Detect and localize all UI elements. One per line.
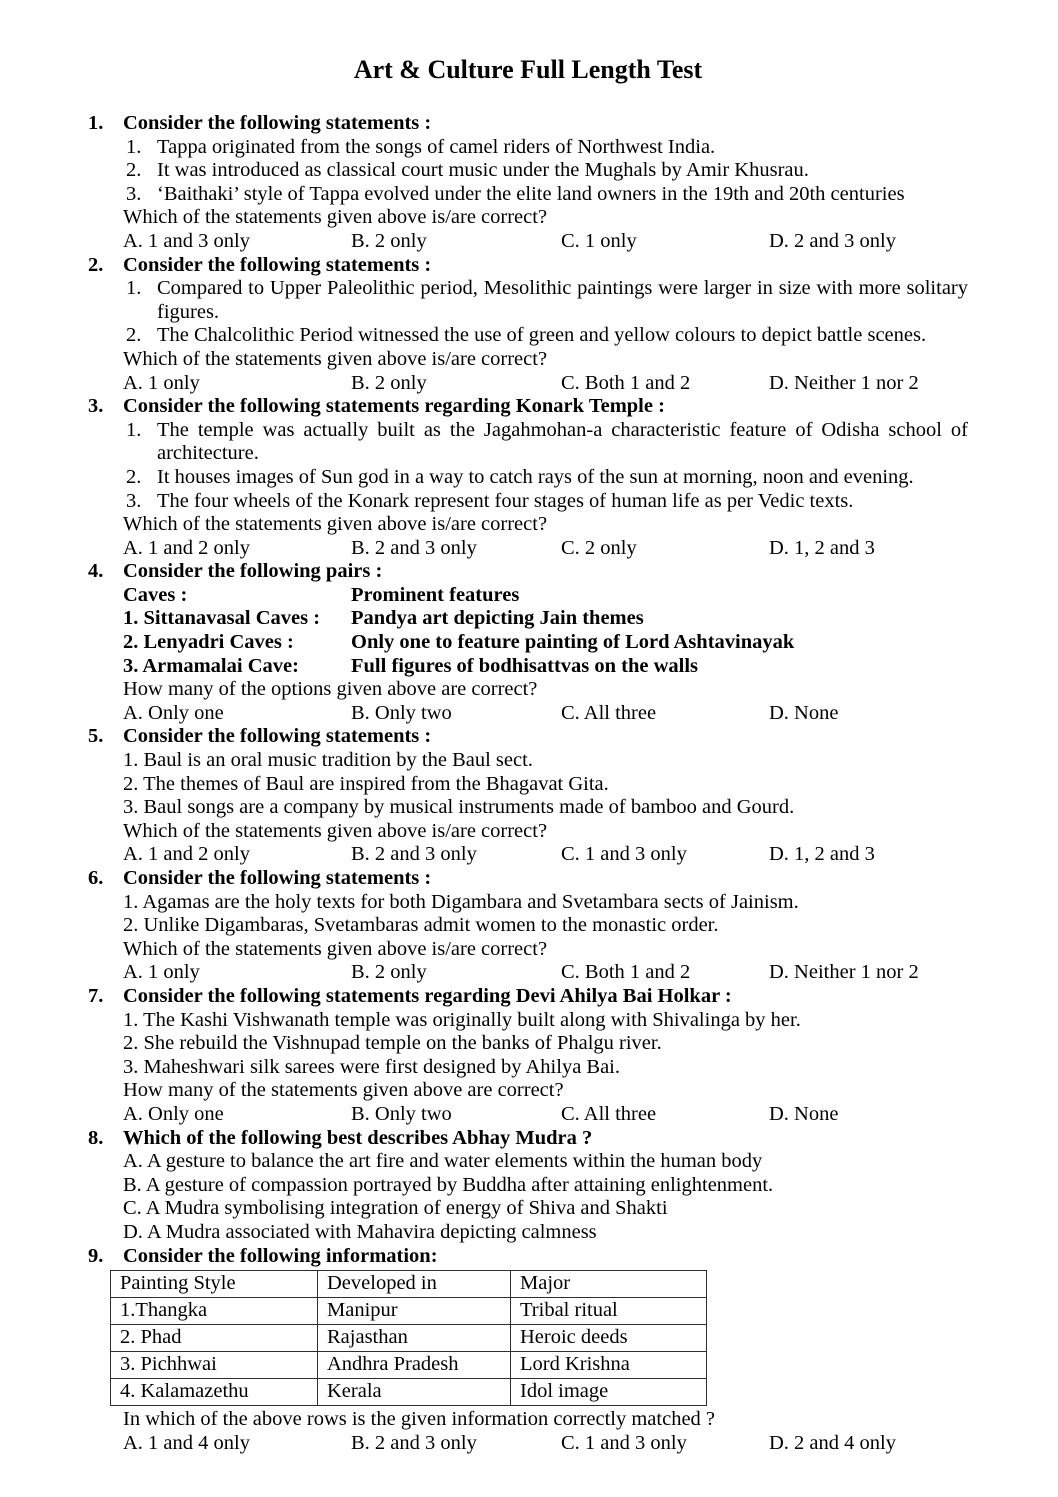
pair-item: 2. Lenyadri Caves : [123,631,294,654]
pairs-col1-header: Caves : [123,583,188,606]
question-heading: Consider the following statements : [123,112,432,134]
statement [123,466,968,490]
option-a: A. Only one [123,1102,224,1125]
option-d: D. 2 and 3 only [769,229,896,252]
pairs-header-row [123,584,968,608]
question-heading: Consider the following statements : [123,725,432,748]
option-line-c: C. A Mudra symbolising integration of energy of Shiva and Shakti [123,1197,668,1220]
options-row [123,1432,968,1456]
option-c: C. 2 only [561,536,637,559]
question-prompt: Which of the statements given above is/are correct? [123,347,548,370]
statement-number: 3. [126,182,142,205]
statement-text: It houses images of Sun god in a way to catch rays of the sun at morning, noon and evening. [157,465,914,488]
table-cell: 3. Pichhwai [111,1352,318,1379]
question-number: 3. [88,395,104,418]
options-row [123,230,968,254]
table-cell: Heroic deeds [511,1325,707,1352]
question-number: 9. [88,1244,104,1267]
table-cell: 4. Kalamazethu [111,1379,318,1406]
table-cell: Manipur [318,1298,511,1325]
table-cell: Idol image [511,1379,707,1406]
statement-text: Tappa originated from the songs of camel riders of Northwest India. [157,135,716,158]
option-line-b: B. A gesture of compassion portrayed by Buddha after attaining enlightenment. [123,1173,774,1196]
question-2 [88,254,968,396]
question-heading: Consider the following statements : [123,867,432,889]
info-table [110,1270,707,1406]
question-heading: Consider the following pairs : [123,560,383,583]
question-prompt: Which of the statements given above is/are correct? [123,206,548,229]
statement-text: The four wheels of the Konark represent four stages of human life as per Vedic texts. [157,489,854,512]
statement [123,419,968,466]
statement-number: 2. [126,159,142,182]
option-d: D. 1, 2 and 3 [769,536,875,559]
question-prompt: Which of the statements given above is/are correct? [123,819,548,842]
question-7 [88,985,968,1127]
option-d: D. None [769,701,839,724]
statement-number: 3. [126,489,142,512]
option-d: D. 1, 2 and 3 [769,843,875,866]
question-number: 6. [88,867,104,889]
table-cell: Andhra Pradesh [318,1352,511,1379]
question-number: 7. [88,984,104,1007]
option-c: C. 1 and 3 only [561,843,687,866]
table-row [111,1379,707,1406]
statement: 3. Maheshwari silk sarees were first designed by Ahilya Bai. [123,1055,621,1078]
option-d: D. Neither 1 nor 2 [769,961,919,984]
statement: 1. Agamas are the holy texts for both Digambara and Svetambara sects of Jainism. [123,890,799,913]
option-c: C. 1 only [561,229,637,252]
table-cell: 2. Phad [111,1325,318,1352]
statement [123,490,968,514]
options-row [123,961,968,985]
statement [123,136,968,160]
statement [123,324,968,348]
pair-feature: Full figures of bodhisattvas on the walls [351,654,699,677]
option-c: C. Both 1 and 2 [561,371,691,394]
question-heading: Which of the following best describes Abhay Mudra ? [123,1126,593,1149]
option-line-d: D. A Mudra associated with Mahavira depicting calmness [123,1220,597,1243]
option-a: A. Only one [123,701,224,724]
option-b: B. 2 and 3 only [351,536,477,559]
question-heading: Consider the following information: [123,1244,438,1267]
option-b: B. 2 only [351,961,427,984]
statement-number: 1. [126,277,142,300]
pair-row [123,607,968,631]
statement: 2. The themes of Baul are inspired from the Bhagavat Gita. [123,772,609,795]
pair-feature: Pandya art depicting Jain themes [351,607,644,630]
option-a: A. 1 and 2 only [123,843,250,866]
statement: 2. She rebuild the Vishnupad temple on the banks of Phalgu river. [123,1032,662,1055]
table-cell: Lord Krishna [511,1352,707,1379]
table-header-row [111,1271,707,1298]
question-8 [88,1127,968,1245]
statement [123,159,968,183]
question-prompt: How many of the statements given above are correct? [123,1079,564,1102]
option-d: D. None [769,1102,839,1125]
option-d: D. 2 and 4 only [769,1431,896,1454]
table-row [111,1298,707,1325]
options-row [123,702,968,726]
statement-text: It was introduced as classical court music under the Mughals by Amir Khusrau. [157,159,809,182]
option-line-a: A. A gesture to balance the art fire and water elements within the human body [123,1150,763,1173]
options-row [123,1103,968,1127]
question-1 [88,112,968,254]
question-number: 4. [88,560,104,583]
statement [123,277,968,324]
question-prompt: In which of the above rows is the given information correctly matched ? [123,1408,716,1431]
pair-feature: Only one to feature painting of Lord Ashtavinayak [351,631,795,654]
statement-number: 2. [126,324,142,347]
table-cell: Developed in [318,1271,511,1298]
table-row [111,1352,707,1379]
table-cell: Major [511,1271,707,1298]
option-a: A. 1 and 4 only [123,1431,250,1454]
question-5 [88,725,968,867]
statement-text: Compared to Upper Paleolithic period, Mesolithic paintings were larger in size with more solitary figures. [157,277,968,323]
statement-text: The temple was actually built as the Jagahmohan-a characteristic feature of Odisha school of architecture. [157,418,968,465]
pair-row [123,655,968,679]
option-c: C. 1 and 3 only [561,1431,687,1454]
question-9 [88,1245,968,1456]
option-b: B. Only two [351,701,452,724]
option-a: A. 1 only [123,961,200,984]
question-number: 1. [88,112,104,134]
table-cell: Painting Style [111,1271,318,1298]
options-row [123,372,968,396]
statement: 1. The Kashi Vishwanath temple was originally built along with Shivalinga by her. [123,1008,801,1031]
option-a: A. 1 and 3 only [123,229,250,252]
table-row [111,1325,707,1352]
question-6 [88,867,968,985]
question-4 [88,560,968,725]
question-heading: Consider the following statements regarding Devi Ahilya Bai Holkar : [123,984,732,1007]
table-cell: Kerala [318,1379,511,1406]
option-c: C. Both 1 and 2 [561,961,691,984]
statement: 3. Baul songs are a company by musical instruments made of bamboo and Gourd. [123,796,795,819]
statement-text: ‘Baithaki’ style of Tappa evolved under the elite land owners in the 19th and 20th centuries [157,182,905,205]
option-b: B. 2 only [351,229,427,252]
option-b: B. 2 and 3 only [351,1431,477,1454]
pair-item: 3. Armamalai Cave: [123,654,299,677]
statement-text: The Chalcolithic Period witnessed the use of green and yellow colours to depict battle scenes. [157,324,927,347]
option-a: A. 1 and 2 only [123,536,250,559]
pair-item: 1. Sittanavasal Caves : [123,607,321,630]
option-b: B. 2 only [351,371,427,394]
option-c: C. All three [561,1102,657,1125]
statement-number: 1. [126,135,142,158]
option-d: D. Neither 1 nor 2 [769,371,919,394]
question-number: 5. [88,725,104,748]
option-a: A. 1 only [123,371,200,394]
question-number: 8. [88,1126,104,1149]
table-cell: Rajasthan [318,1325,511,1352]
statement: 1. Baul is an oral music tradition by the Baul sect. [123,749,533,772]
question-number: 2. [88,253,104,276]
option-b: B. 2 and 3 only [351,843,477,866]
question-prompt: Which of the statements given above is/are correct? [123,513,548,536]
option-c: C. All three [561,701,657,724]
statement: 2. Unlike Digambaras, Svetambaras admit women to the monastic order. [123,914,719,937]
options-row [123,843,968,867]
table-cell: 1.Thangka [111,1298,318,1325]
options-row [123,537,968,561]
pair-row [123,631,968,655]
statement-number: 1. [126,418,142,441]
statement-number: 2. [126,465,142,488]
pairs-col2-header: Prominent features [351,583,520,606]
question-3 [88,395,968,560]
question-heading: Consider the following statements : [123,253,432,276]
page-title: Art & Culture Full Length Test [353,55,703,84]
statement [123,183,968,207]
table-cell: Tribal ritual [511,1298,707,1325]
question-heading: Consider the following statements regarding Konark Temple : [123,395,665,418]
question-prompt: Which of the statements given above is/are correct? [123,937,548,960]
question-prompt: How many of the options given above are correct? [123,678,538,701]
option-b: B. Only two [351,1102,452,1125]
